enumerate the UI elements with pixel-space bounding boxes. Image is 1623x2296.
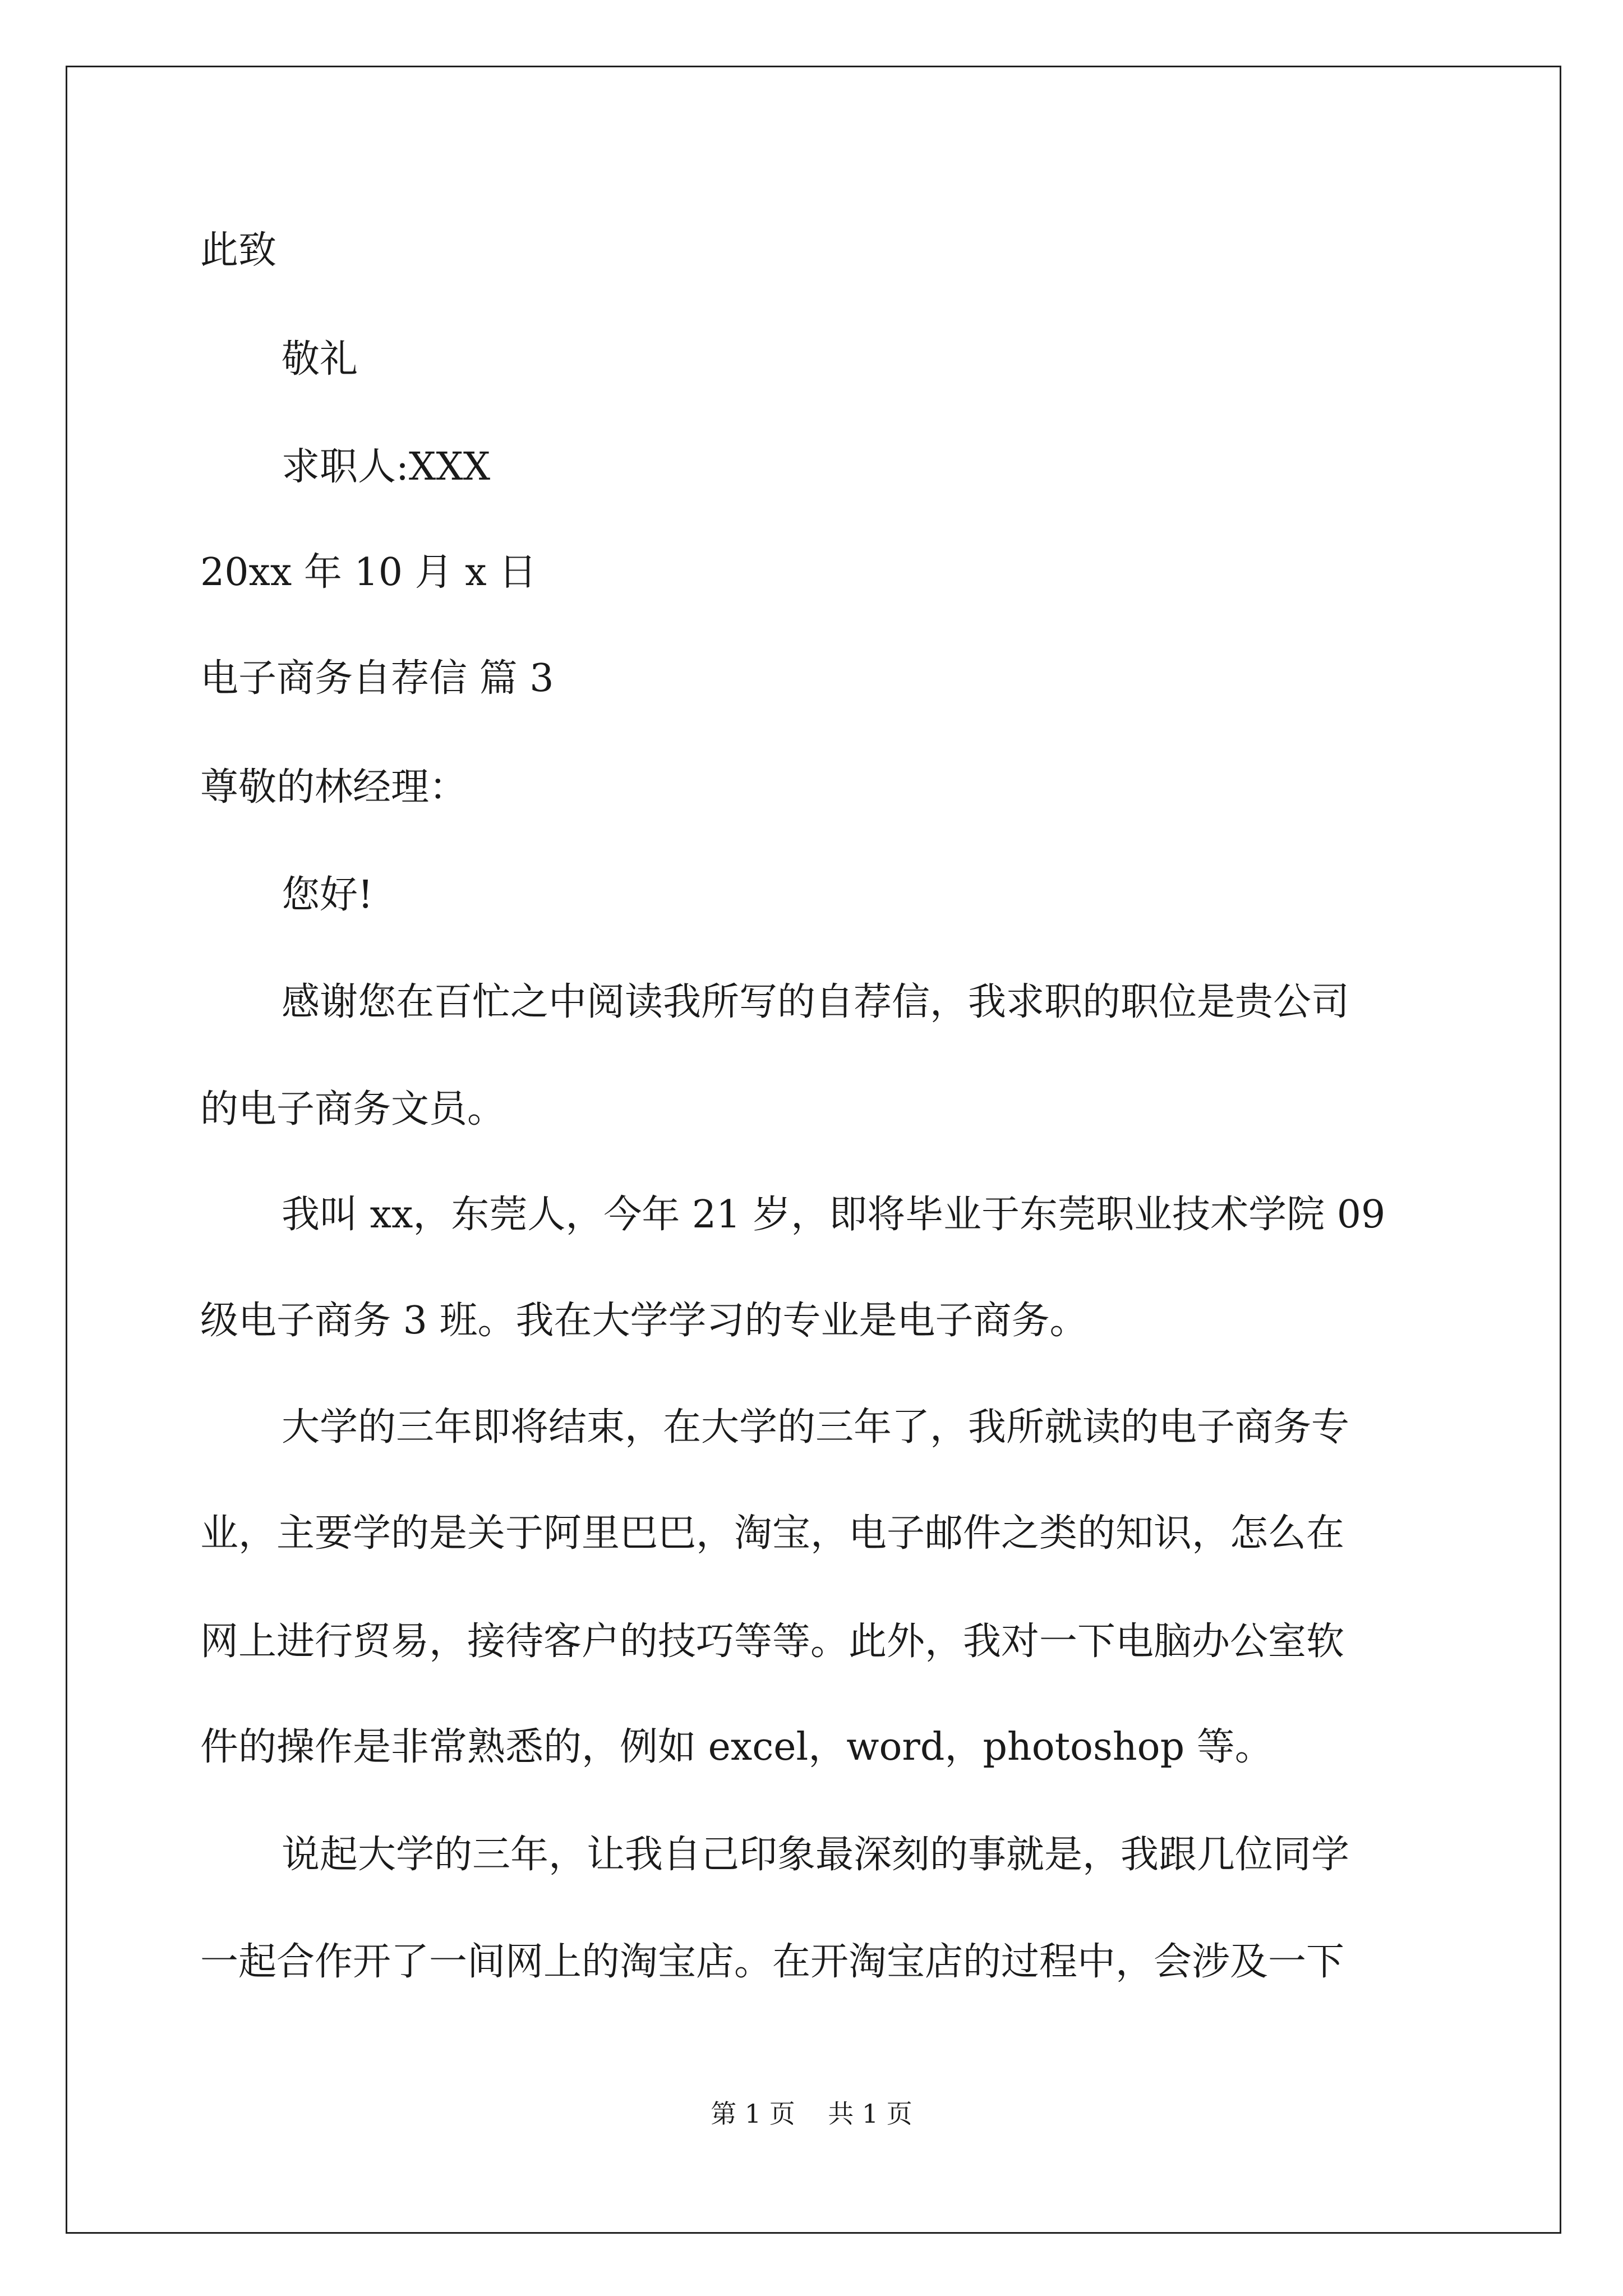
paragraph-1-line-2: 的电子商务文员。 (200, 1087, 506, 1131)
section-title: 电子商务自荐信 篇 3 (200, 656, 554, 701)
paragraph-3-line-4: 件的操作是非常熟悉的，例如 excel，word，photoshop 等。 (200, 1725, 1273, 1769)
paragraph-2-line-2: 级电子商务 3 班。我在大学学习的专业是电子商务。 (200, 1299, 1088, 1343)
paragraph-1-line-1: 感谢您在百忙之中阅读我所写的自荐信，我求职的职位是贵公司 (282, 980, 1350, 1024)
regards-line: 敬礼 (282, 337, 358, 381)
paragraph-3-line-1: 大学的三年即将结束，在大学的三年了，我所就读的电子商务专 (282, 1405, 1350, 1450)
paragraph-3-line-3: 网上进行贸易，接待客户的技巧等等。此外，我对一下电脑办公室软 (200, 1619, 1345, 1664)
paragraph-3-line-2: 业，主要学的是关于阿里巴巴，淘宝，电子邮件之类的知识，怎么在 (200, 1511, 1345, 1556)
recipient-line: 尊敬的林经理： (200, 765, 468, 809)
page-border (66, 66, 1561, 2234)
greeting-line: 您好! (282, 873, 374, 917)
paragraph-4-line-1: 说起大学的三年，让我自己印象最深刻的事就是，我跟几位同学 (282, 1833, 1350, 1877)
date-line: 20xx 年 10 月 x 日 (200, 550, 537, 595)
paragraph-4-line-2: 一起合作开了一间网上的淘宝店。在开淘宝店的过程中，会涉及一下 (200, 1940, 1345, 1984)
signature-line: 求职人:XXX (282, 445, 491, 489)
paragraph-2-line-1: 我叫 xx，东莞人，今年 21 岁，即将毕业于东莞职业技术学院 09 (282, 1193, 1386, 1237)
page-number: 第 1 页 共 1 页 (711, 2099, 912, 2129)
closing-salutation: 此致 (200, 228, 277, 273)
